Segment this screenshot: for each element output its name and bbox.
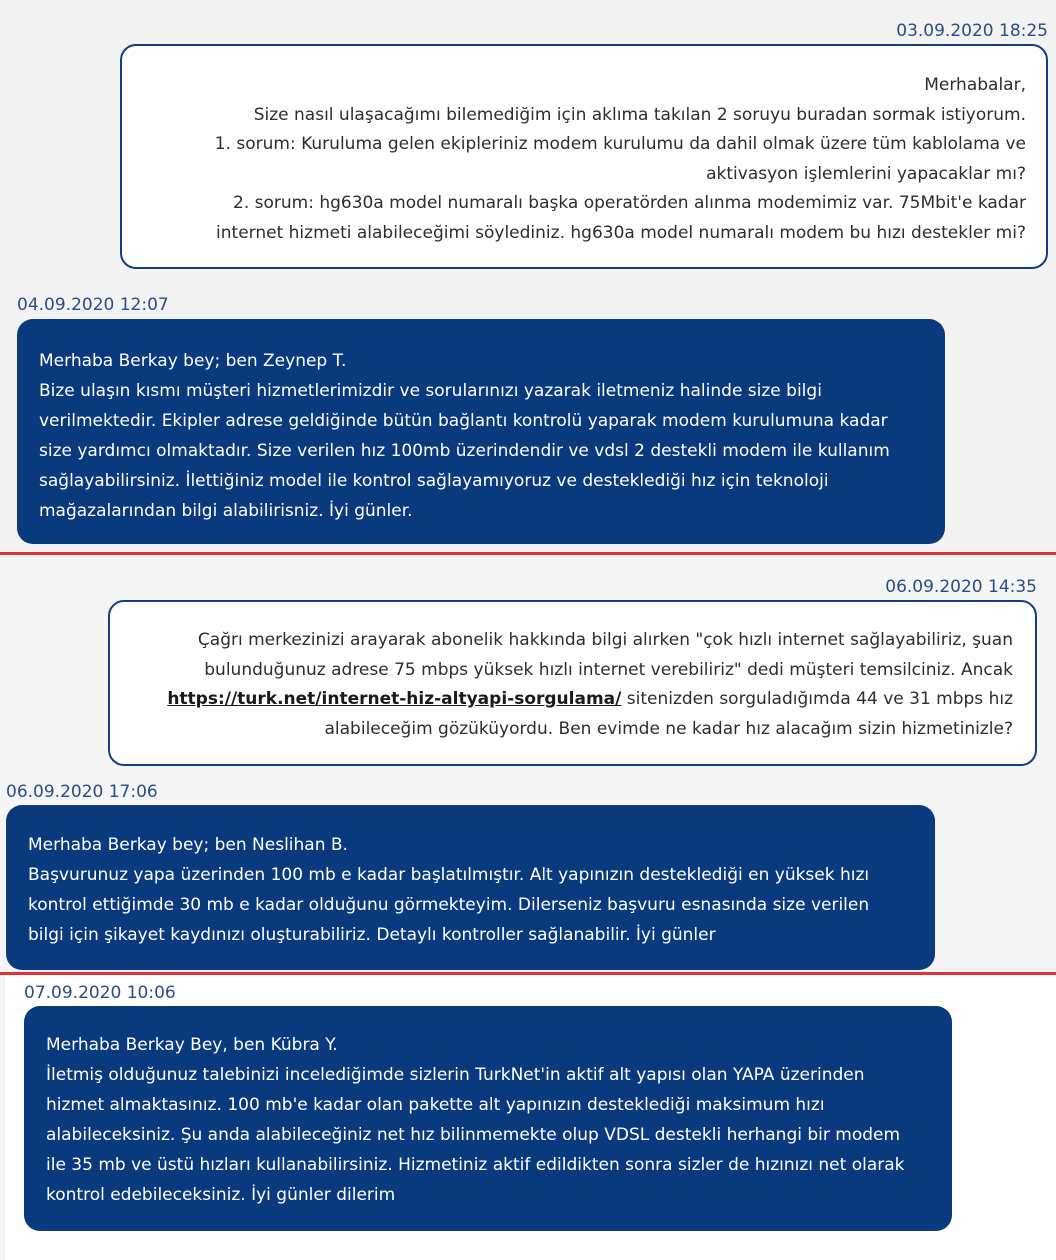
message-line: alabileceğim gözüküyordu. Ben evimde ne kadar hız alacağım sizin hizmetinizle? bbox=[324, 718, 1013, 739]
message-line: Size nasıl ulaşacağımı bilemediğim için aklıma takılan 2 soruyu buradan sormak istiyorum. bbox=[253, 104, 1026, 125]
message-line: sağlayabilirsiniz. İlettiğiniz model ile kontrol sağlayamıyoruz ve desteklediği hız için teknoloji bbox=[39, 471, 829, 491]
incoming-message-bubble bbox=[24, 1006, 952, 1231]
message-line: kontrol ettiğimde 30 mb e kadar olduğunu görmekteyim. Dilerseniz başvuru esnasında size verilen bbox=[28, 895, 870, 915]
message-line: internet hizmeti alabileceğimi söylediniz. hg630a model numaralı modem bu hızı destekler mi? bbox=[216, 222, 1026, 243]
message-timestamp: 06.09.2020 14:35 bbox=[885, 577, 1037, 597]
outgoing-message-bubble bbox=[108, 600, 1037, 766]
message-line: 2. sorum: hg630a model numaralı başka operatörden alınma modemimiz var. 75Mbit'e kadar bbox=[233, 193, 1026, 213]
message-timestamp: 06.09.2020 17:06 bbox=[6, 782, 158, 802]
message-text: sitenizden sorguladığımda 44 ve 31 mbps hız bbox=[621, 689, 1013, 709]
message-line: aktivasyon işlemlerini yapacaklar mı? bbox=[706, 163, 1026, 184]
message-line: Çağrı merkezinizi arayarak abonelik hakkında bilgi alırken "çok hızlı internet sağlayabiliriz, şuan bbox=[197, 630, 1013, 650]
altyapi-sorgulama-link[interactable]: https://turk.net/internet-hiz-altyapi-sorgulama/ bbox=[167, 689, 622, 709]
message-line: verilmektedir. Ekipler adrese geldiğinde bütün bağlantı kontrolü yaparak modem kurulumuna kadar bbox=[39, 411, 888, 431]
message-line: Merhaba Berkay Bey, ben Kübra Y. bbox=[46, 1035, 338, 1055]
message-line: ile 35 mb ve üstü hızları kullanabilirsiniz. Hizmetiniz aktif edildikten sonra sizler de hızınızı net olarak bbox=[46, 1155, 905, 1175]
incoming-message-bubble bbox=[6, 805, 935, 970]
message-line: bulunduğunuz adrese 75 mbps yüksek hızlı internet verebiliriz" dedi müşteri temsilciniz. Ancak bbox=[204, 659, 1013, 680]
message-line: Merhaba Berkay bey; ben Zeynep T. bbox=[39, 351, 347, 371]
message-line: Başvurunuz yapa üzerinden 100 mb e kadar başlatılmıştır. Alt yapınızın desteklediği en yüksek hızı bbox=[28, 865, 870, 885]
incoming-message-bubble bbox=[17, 319, 945, 544]
message-line: mağazalarından bilgi alabilirisniz. İyi günler. bbox=[39, 501, 413, 521]
message-timestamp: 03.09.2020 18:25 bbox=[896, 21, 1048, 41]
message-line: 1. sorum: Kuruluma gelen ekipleriniz modem kurulumu da dahil olmak üzere tüm kablolama ve bbox=[214, 134, 1026, 154]
outgoing-message-bubble bbox=[120, 44, 1048, 269]
message-line: Merhabalar, bbox=[924, 75, 1026, 95]
message-line: Merhaba Berkay bey; ben Neslihan B. bbox=[28, 835, 348, 855]
segment-divider bbox=[0, 552, 1056, 555]
message-line: İletmiş olduğunuz talebinizi incelediğimde sizlerin TurkNet'in aktif alt yapısı olan YAPA üzerinden bbox=[46, 1065, 865, 1085]
message-line: alabileceksiniz. Şu anda alabileceğiniz net hız bilinmemekte olup VDSL destekli herhangi bir modem bbox=[46, 1125, 901, 1145]
message-timestamp: 07.09.2020 10:06 bbox=[24, 983, 176, 1003]
message-line-with-link bbox=[132, 685, 1013, 715]
message-line: size yardımcı olmaktadır. Size verilen hız 100mb üzerindendir ve vdsl 2 destekli modem ile kullanım bbox=[39, 441, 890, 461]
message-line: hizmet almaktasınız. 100 mb'e kadar olan pakette alt yapınızın desteklediği maksimum hızı bbox=[46, 1095, 825, 1115]
message-line: kontrol edebileceksiniz. İyi günler dilerim bbox=[46, 1185, 396, 1205]
message-line: Bize ulaşın kısmı müşteri hizmetlerimizdir ve sorularınızı yazarak iletmeniz halinde size bilgi bbox=[39, 381, 822, 401]
message-line: bilgi için şikayet kaydınızı oluşturabiliriz. Detaylı kontroller sağlanabilir. İyi günler bbox=[28, 925, 716, 945]
message-timestamp: 04.09.2020 12:07 bbox=[17, 295, 169, 315]
segment-divider bbox=[0, 972, 1056, 975]
